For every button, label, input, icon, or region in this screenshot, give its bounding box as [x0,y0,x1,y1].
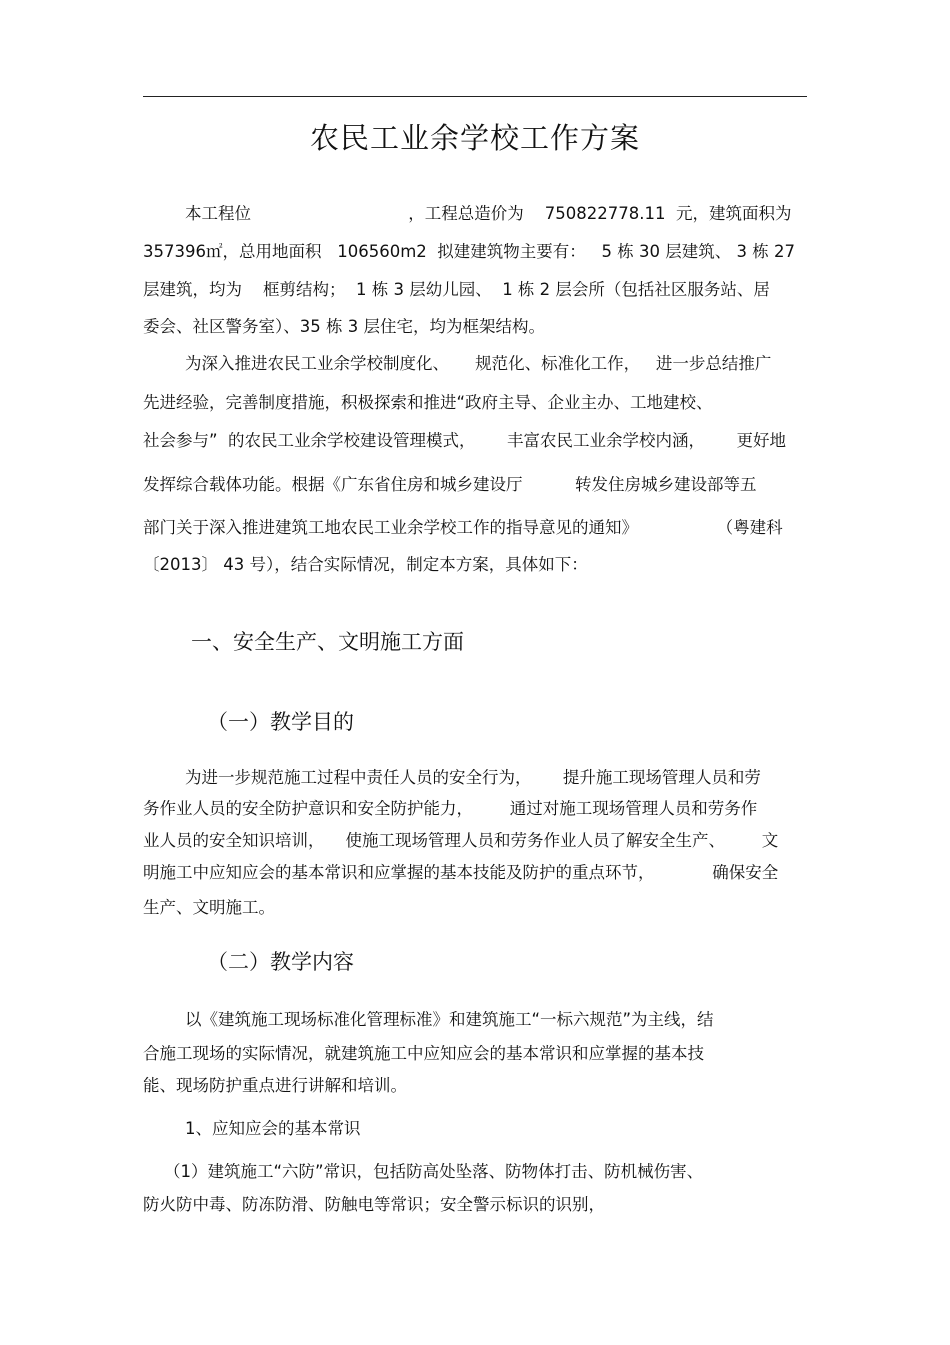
section-heading: 一、安全生产、文明施工方面 [191,630,464,654]
paragraph-line: 为进一步规范施工过程中责任人员的安全行为， 提升施工现场管理人员和劳 [143,768,761,787]
paragraph-line: 合施工现场的实际情况，就建筑施工中应知应会的基本常识和应掌握的基本技 [143,1044,704,1063]
document-title: 农民工业余学校工作方案 [309,121,640,155]
paragraph-line: 〔2013〕 43 号），结合实际情况，制定本方案，具体如下： [143,555,588,574]
paragraph-line: 本工程位 ，工程总造价为 750822778.11 元，建筑面积为 [143,204,792,223]
paragraph-line: 层建筑，均为 框剪结构； 1 栋 3 层幼儿园、 1 栋 2 层会所（包括社区服务站、居 [143,280,770,299]
list-item-heading: 1、应知应会的基本常识 [143,1119,361,1138]
paragraph-line: 社会参与” 的农民工业余学校建设管理模式， 丰富农民工业余学校内涵， 更好地 [143,431,786,450]
paragraph-line: （1）建筑施工“六防”常识，包括防高处坠落、防物体打击、防机械伤害、 [143,1162,704,1181]
subsection-heading: （二）教学内容 [207,950,354,974]
paragraph-line: 业人员的安全知识培训， 使施工现场管理人员和劳务作业人员了解安全生产、 文 [143,831,779,850]
paragraph-line: 防火防中毒、防冻防滑、防触电等常识；安全警示标识的识别， [143,1195,605,1214]
paragraph-line: 能、现场防护重点进行讲解和培训。 [143,1076,407,1095]
header-rule [143,96,807,97]
paragraph-line: 务作业人员的安全防护意识和安全防护能力， 通过对施工现场管理人员和劳务作 [143,799,758,818]
paragraph-line: 部门关于深入推进建筑工地农民工业余学校工作的指导意见的通知》 （粤建科 [143,518,783,537]
paragraph-line: 为深入推进农民工业余学校制度化、 规范化、标准化工作， 进一步总结推广 [143,354,772,373]
paragraph-line: 357396㎡，总用地面积 106560m2 拟建建筑物主要有： 5 栋 30 层建筑、 3 栋 27 [143,242,795,261]
subsection-heading: （一）教学目的 [207,710,354,734]
paragraph-line: 生产、文明施工。 [143,898,275,917]
paragraph-line: 发挥综合载体功能。根据《广东省住房和城乡建设厅 转发住房城乡建设部等五 [143,475,757,494]
paragraph-line: 明施工中应知应会的基本常识和应掌握的基本技能及防护的重点环节， 确保安全 [143,863,779,882]
paragraph-line: 委会、社区警务室）、35 栋 3 层住宅，均为框架结构。 [143,317,545,336]
paragraph-line: 先进经验，完善制度措施，积极探索和推进“政府主导、企业主办、工地建校、 [143,393,713,412]
paragraph-line: 以《建筑施工现场标准化管理标准》和建筑施工“一标六规范”为主线，结 [143,1010,714,1029]
